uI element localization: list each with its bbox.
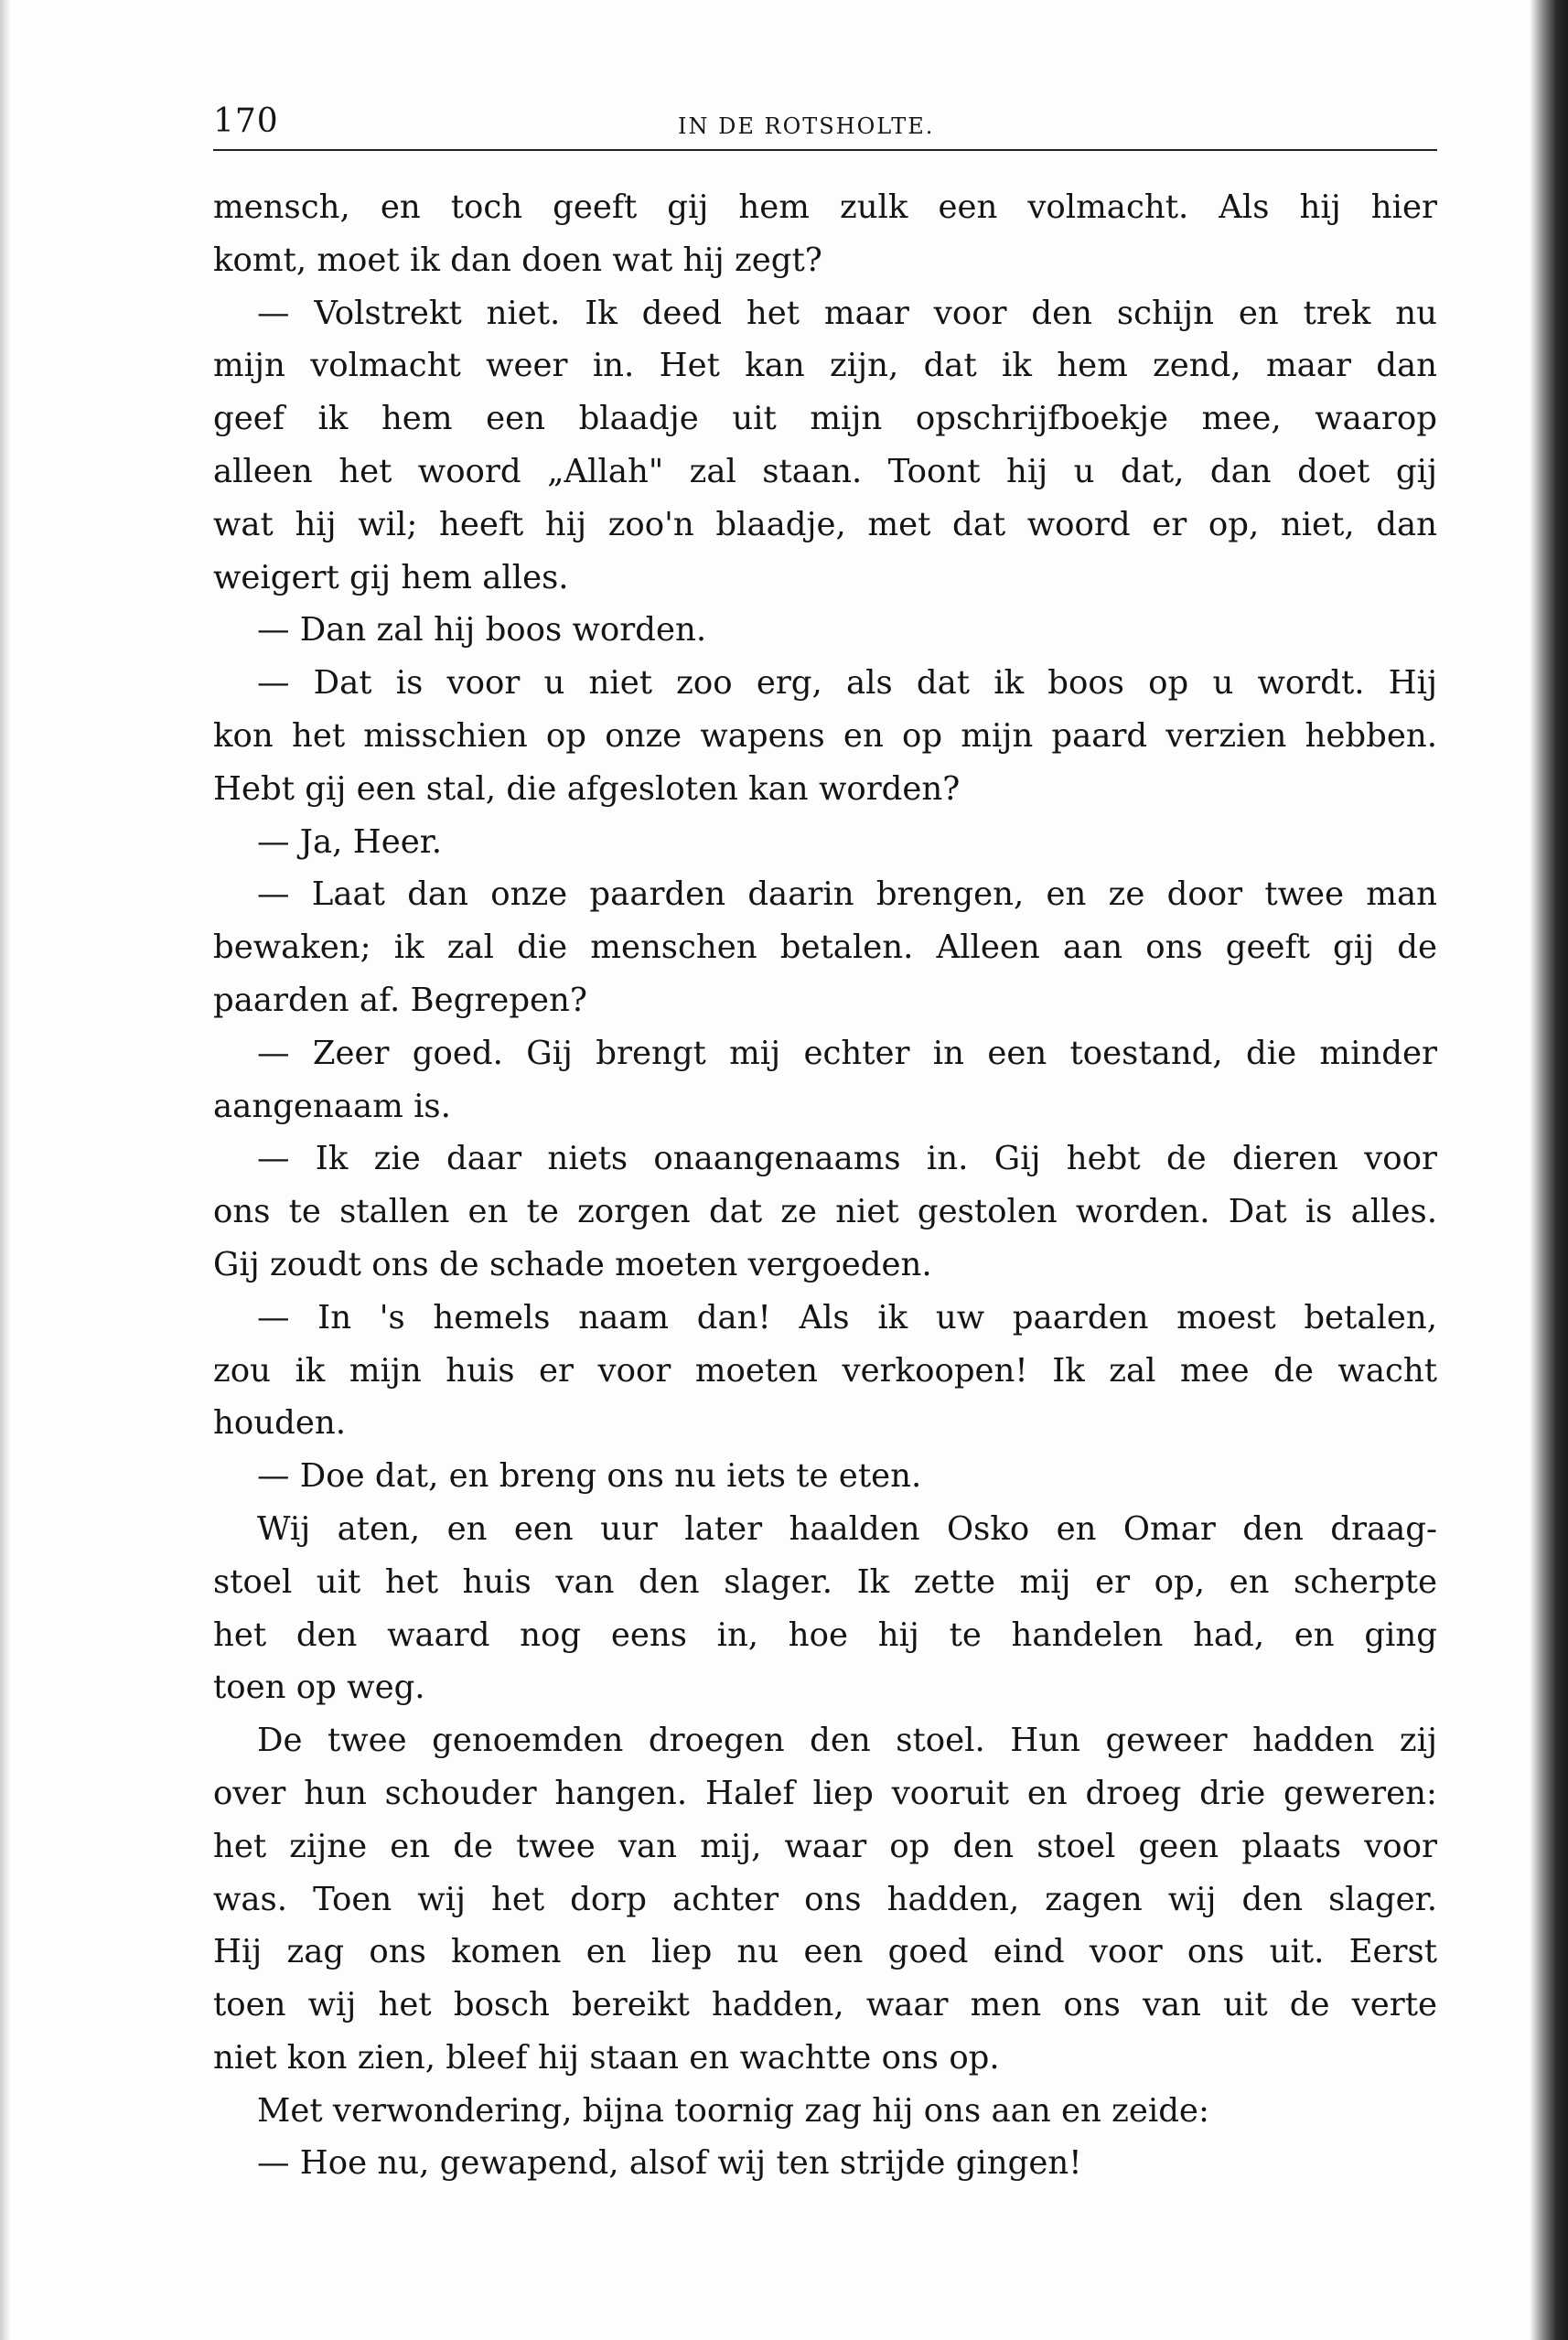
text-line: het den waard nog eens in, hoe hij te handelen had, en ging	[213, 1615, 1437, 1654]
text-line: — Laat dan onze paarden daarin brengen, en ze door twee man	[257, 875, 1437, 914]
page-number: 170	[213, 102, 279, 140]
body-text	[213, 181, 1437, 2190]
text-line: wat hij wil; heeft hij zoo'n blaadje, met dat woord er op, niet, dan	[213, 505, 1437, 543]
header-rule	[213, 149, 1437, 151]
text-line: paarden af. Begrepen?	[213, 981, 587, 1019]
text-line: geef ik hem een blaadje uit mijn opschrijfboekje mee, waarop	[213, 400, 1437, 438]
text-line: toen wij het bosch bereikt hadden, waar men ons van uit de verte	[213, 1986, 1437, 2024]
text-line: alleen het woord „Allah" zal staan. Toont hij u dat, dan doet gij	[213, 452, 1437, 490]
text-line: — Doe dat, en breng ons nu iets te eten.	[257, 1457, 922, 1496]
text-line: bewaken; ik zal die menschen betalen. Alleen aan ons geeft gij de	[213, 928, 1437, 967]
text-line: — Ik zie daar niets onaangenaams in. Gij hebt de dieren voor	[257, 1140, 1437, 1178]
text-line: stoel uit het huis van den slager. Ik zette mij er op, en scherpte	[213, 1562, 1437, 1601]
text-line: kon het misschien op onze wapens en op mijn paard verzien hebben.	[213, 716, 1437, 755]
text-line: Wij aten, en een uur later haalden Osko en Omar den draag-	[257, 1509, 1437, 1548]
text-line: weigert gij hem alles.	[213, 558, 569, 596]
text-line: De twee genoemden droegen den stoel. Hun geweer hadden zij	[257, 1722, 1437, 1760]
text-line: — Dan zal hij boos worden.	[257, 611, 707, 649]
text-line: toen op weg.	[213, 1669, 425, 1707]
scan-right-edge	[1530, 0, 1568, 2340]
text-line: — Ja, Heer.	[257, 822, 443, 861]
text-line: Met verwondering, bijna toornig zag hij ons aan en zeide:	[257, 2091, 1209, 2130]
text-line: — Zeer goed. Gij brengt mij echter in een toestand, die minder	[257, 1034, 1437, 1072]
text-line: over hun schouder hangen. Halef liep vooruit en droeg drie geweren:	[213, 1774, 1437, 1812]
running-title: IN DE ROTSHOLTE.	[678, 113, 935, 139]
text-line: aangenaam is.	[213, 1087, 451, 1125]
text-line: — Hoe nu, gewapend, alsof wij ten strijde gingen!	[257, 2144, 1082, 2183]
text-line: Hebt gij een stal, die afgesloten kan worden?	[213, 769, 961, 808]
scan-left-edge	[0, 0, 11, 2340]
text-line: Gij zoudt ons de schade moeten vergoeden.	[213, 1245, 932, 1283]
text-line: houden.	[213, 1404, 346, 1443]
text-line: komt, moet ik dan doen wat hij zegt?	[213, 241, 822, 279]
text-line: het zijne en de twee van mij, waar op den stoel geen plaats voor	[213, 1827, 1437, 1865]
text-line: — Dat is voor u niet zoo erg, als dat ik boos op u wordt. Hij	[257, 664, 1437, 703]
text-line: zou ik mijn huis er voor moeten verkoopen! Ik zal mee de wacht	[213, 1351, 1437, 1390]
page-header	[213, 102, 1437, 152]
text-line: Hij zag ons komen en liep nu een goed eind voor ons uit. Eerst	[213, 1933, 1437, 1971]
text-line: — In 's hemels naam dan! Als ik uw paarden moest betalen,	[257, 1298, 1437, 1336]
text-line: mijn volmacht weer in. Het kan zijn, dat ik hem zend, maar dan	[213, 347, 1437, 385]
text-line: was. Toen wij het dorp achter ons hadden, zagen wij den slager.	[213, 1880, 1437, 1918]
text-line: ons te stallen en te zorgen dat ze niet gestolen worden. Dat is alles.	[213, 1193, 1437, 1231]
text-line: mensch, en toch geeft gij hem zulk een volmacht. Als hij hier	[213, 188, 1437, 226]
text-line: — Volstrekt niet. Ik deed het maar voor den schijn en trek nu	[257, 294, 1437, 332]
text-line: niet kon zien, bleef hij staan en wachtte ons op.	[213, 2038, 1000, 2077]
